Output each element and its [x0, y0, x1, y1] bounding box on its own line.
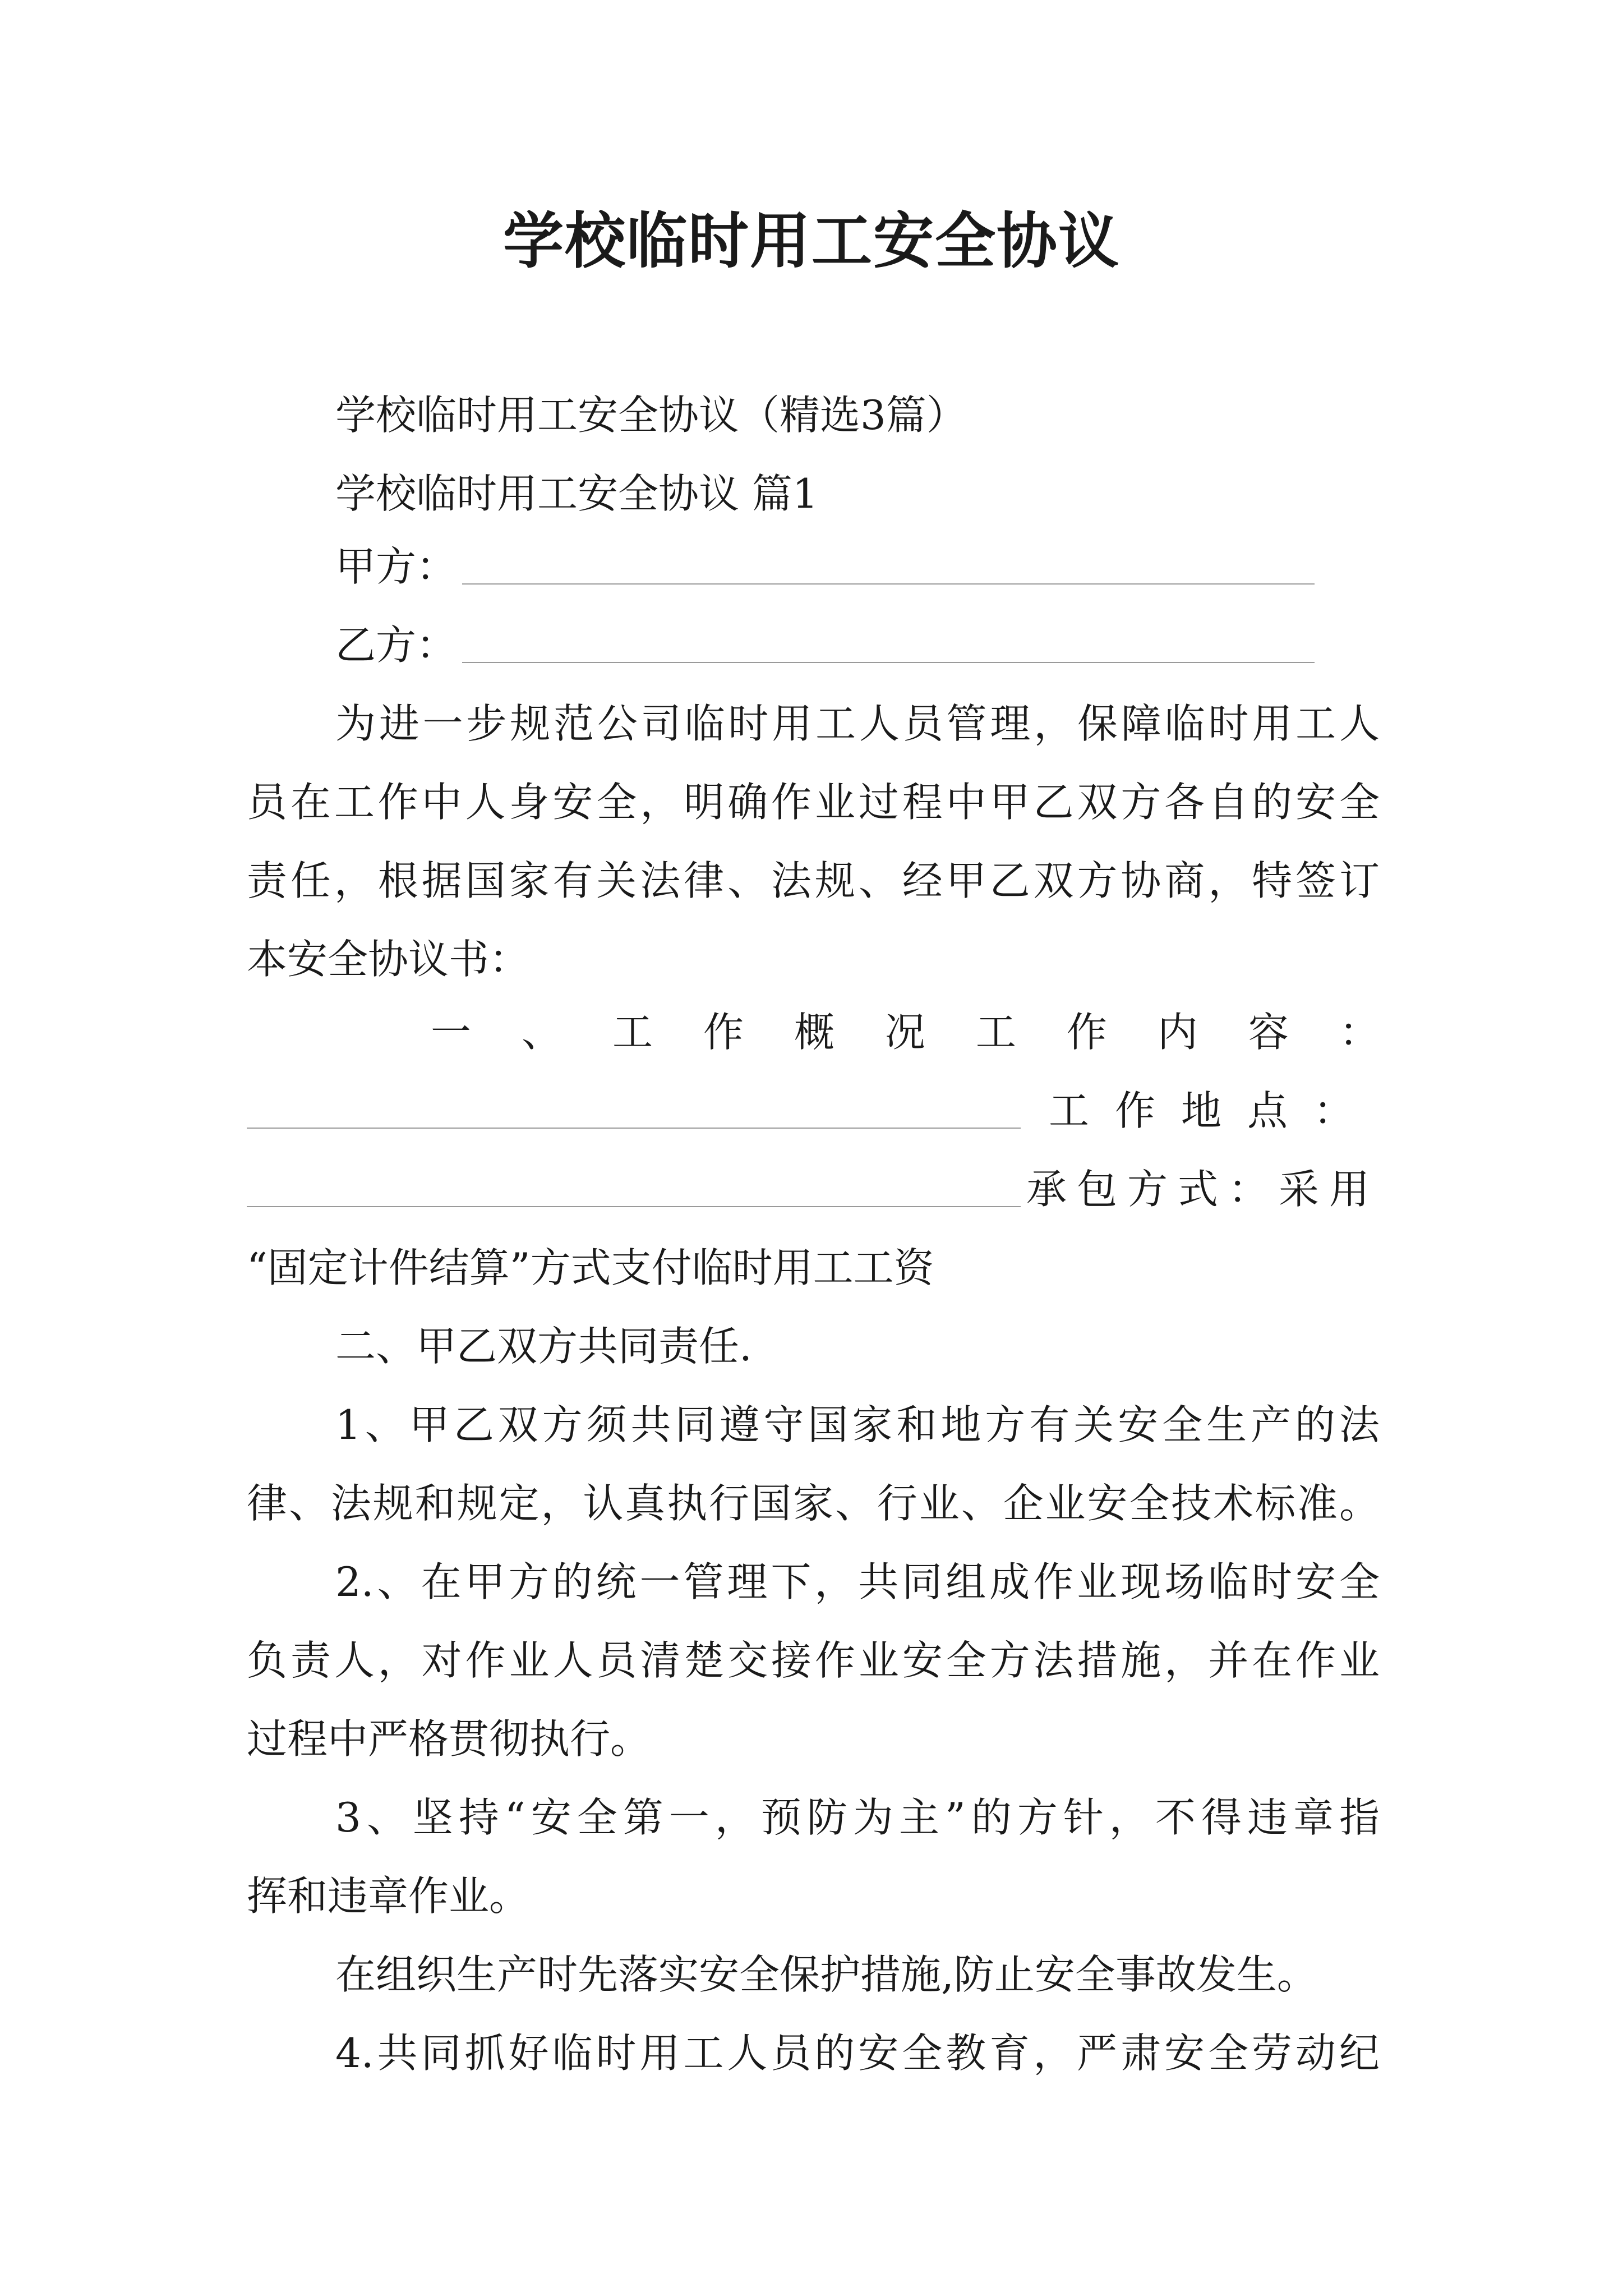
- contract-method-row: [247, 1161, 1380, 1217]
- section1-heading: 一 、 工 作 概 况 工 作 内 容 ：: [431, 1009, 1380, 1056]
- party-a-blank: [462, 550, 1315, 585]
- item4-line-1: 4.共同抓好临时用工人员的安全教育，严肃安全劳动纪: [335, 2030, 1380, 2077]
- intro-line-2: 员在工作中人身安全，明确作业过程中甲乙双方各自的安全: [247, 779, 1380, 826]
- item3-line-1: 3、坚持“安全第一，预防为主”的方针，不得违章指: [335, 1794, 1380, 1841]
- intro-line-3: 责任，根据国家有关法律、法规、经甲乙双方协商，特签订: [247, 857, 1380, 904]
- party-b-row: [335, 617, 1380, 673]
- document-subtitle: 学校临时用工安全协议（精选3篇）: [335, 392, 967, 439]
- contract-method-label: 承包方式：采用: [1026, 1166, 1380, 1213]
- payment-method-line: “固定计件结算”方式支付临时用工工资: [247, 1244, 934, 1291]
- party-b-label: 乙方：: [335, 622, 457, 669]
- work-location-blank: [247, 1172, 1021, 1207]
- item1-line-2: 律、法规和规定，认真执行国家、行业、企业安全技术标准。: [247, 1480, 1380, 1527]
- section2-heading: 二、甲乙双方共同责任.: [335, 1323, 752, 1370]
- work-location-row: [247, 1083, 1380, 1139]
- item2-line-3: 过程中严格贯彻执行。: [247, 1715, 651, 1763]
- item2-line-2: 负责人，对作业人员清楚交接作业安全方法措施，并在作业: [247, 1637, 1380, 1684]
- section1-heading-row: [431, 1004, 1380, 1060]
- party-a-label: 甲方：: [335, 543, 457, 590]
- party-a-row: [335, 539, 1380, 595]
- item3-line-2: 挥和违章作业。: [247, 1872, 530, 1920]
- item2-line-1: 2.、在甲方的统一管理下，共同组成作业现场临时安全: [335, 1558, 1380, 1605]
- safety-note-line: 在组织生产时先落实安全保护措施,防止安全事故发生。: [335, 1951, 1317, 1998]
- intro-line-4: 本安全协议书：: [247, 936, 530, 983]
- item1-line-1: 1、甲乙双方须共同遵守国家和地方有关安全生产的法: [335, 1401, 1380, 1448]
- party-b-blank: [462, 628, 1315, 663]
- work-location-label: 工作地点：: [1048, 1087, 1380, 1134]
- chapter-heading: 学校临时用工安全协议 篇1: [335, 470, 818, 517]
- intro-line-1: 为进一步规范公司临时用工人员管理，保障临时用工人: [335, 700, 1380, 747]
- work-content-blank: [247, 1094, 1021, 1129]
- document-title: 学校临时用工安全协议: [502, 206, 1120, 277]
